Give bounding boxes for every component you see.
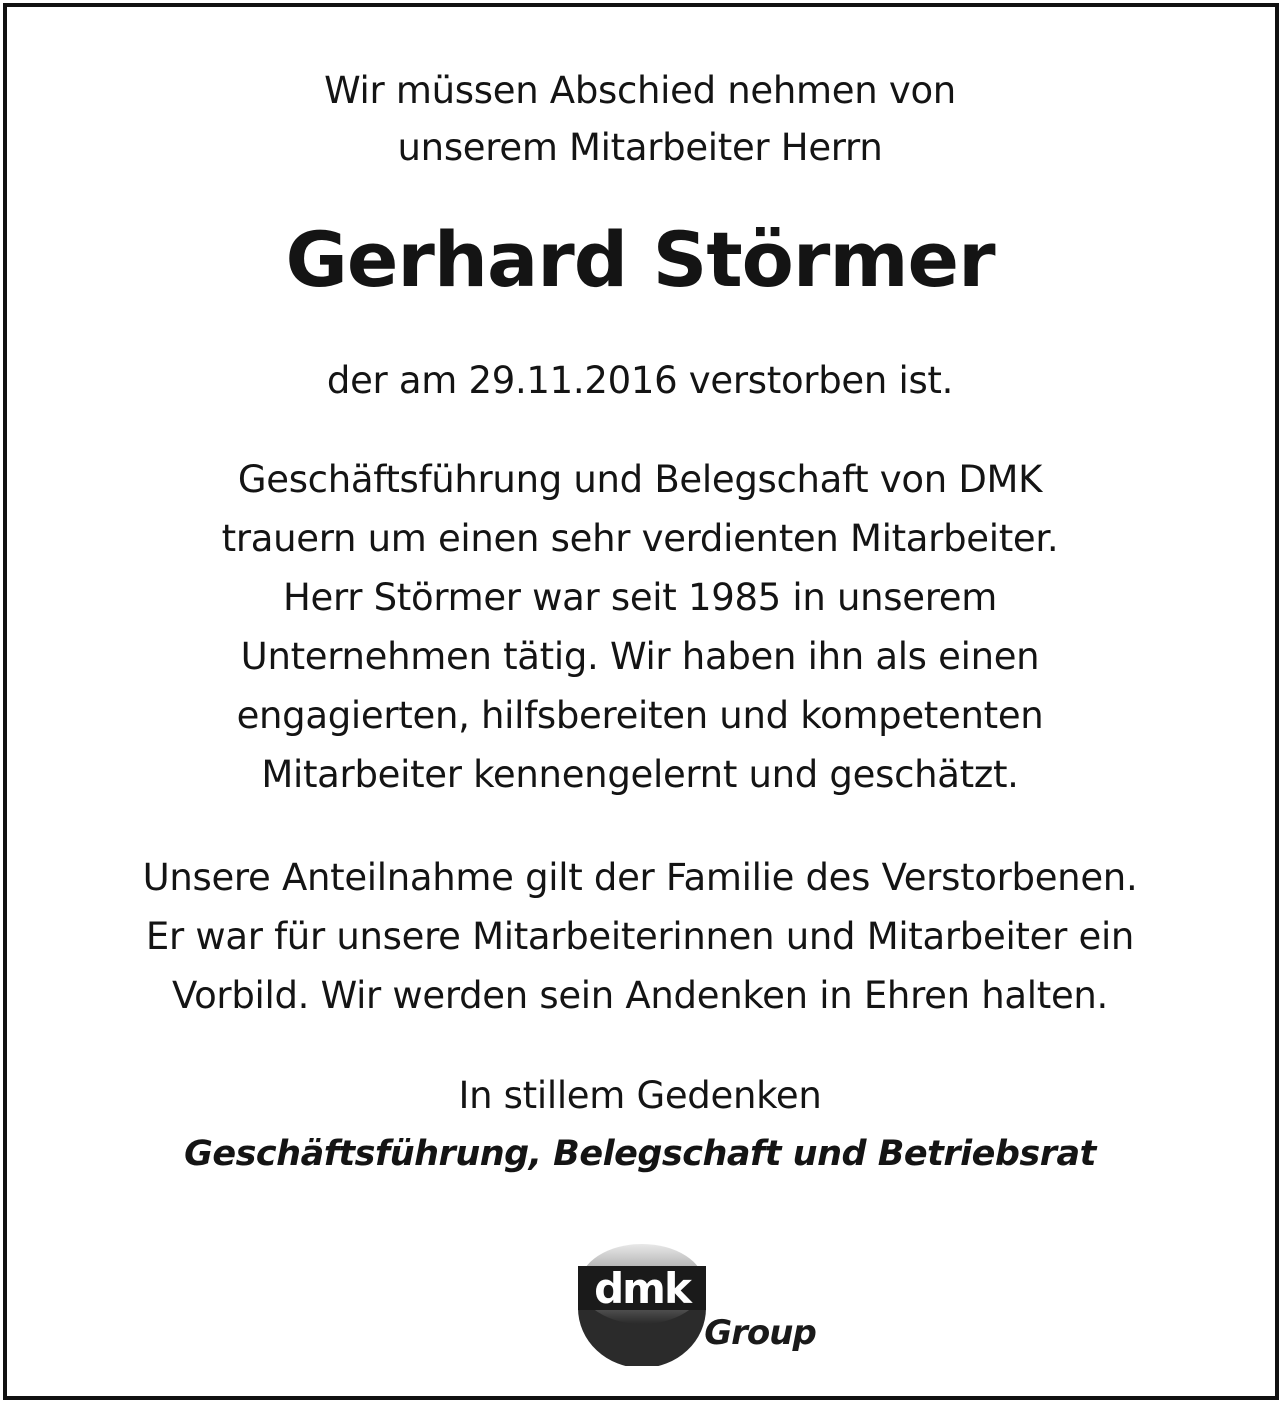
paragraph-2-line-2: Er war für unsere Mitarbeiterinnen und Mitarbeiter ein [145,915,1135,958]
paragraph-1-line-4: Unternehmen tätig. Wir haben ihn als einen [240,635,1040,678]
intro-line-2: unserem Mitarbeiter Herrn [397,126,883,169]
logo-mark-text: dmk [594,1264,690,1313]
closing-line: In stillem Gedenken [458,1074,822,1117]
paragraph-1-line-1: Geschäftsführung und Belegschaft von DMK [237,458,1043,501]
signature: Geschäftsführung, Belegschaft und Betriebsrat [184,1134,1096,1174]
dmk-group-logo-icon [570,1226,830,1366]
paragraph-1-line-2: trauern um einen sehr verdienten Mitarbeiter. [221,517,1059,560]
intro-line-1: Wir müssen Abschied nehmen von [324,69,956,112]
paragraph-1-line-6: Mitarbeiter kennengelernt und geschätzt. [261,753,1019,796]
deceased-name: Gerhard Störmer [285,215,995,304]
paragraph-1-line-5: engagierten, hilfsbereiten und kompetenten [236,694,1044,737]
logo-group-text: Group [704,1313,816,1353]
death-date-line: der am 29.11.2016 verstorben ist. [326,359,954,402]
paragraph-2-line-1: Unsere Anteilnahme gilt der Familie des Verstorbenen. [142,856,1138,899]
paragraph-1-line-3: Herr Störmer war seit 1985 in unserem [282,576,998,619]
paragraph-2-line-3: Vorbild. Wir werden sein Andenken in Ehren halten. [171,974,1109,1017]
